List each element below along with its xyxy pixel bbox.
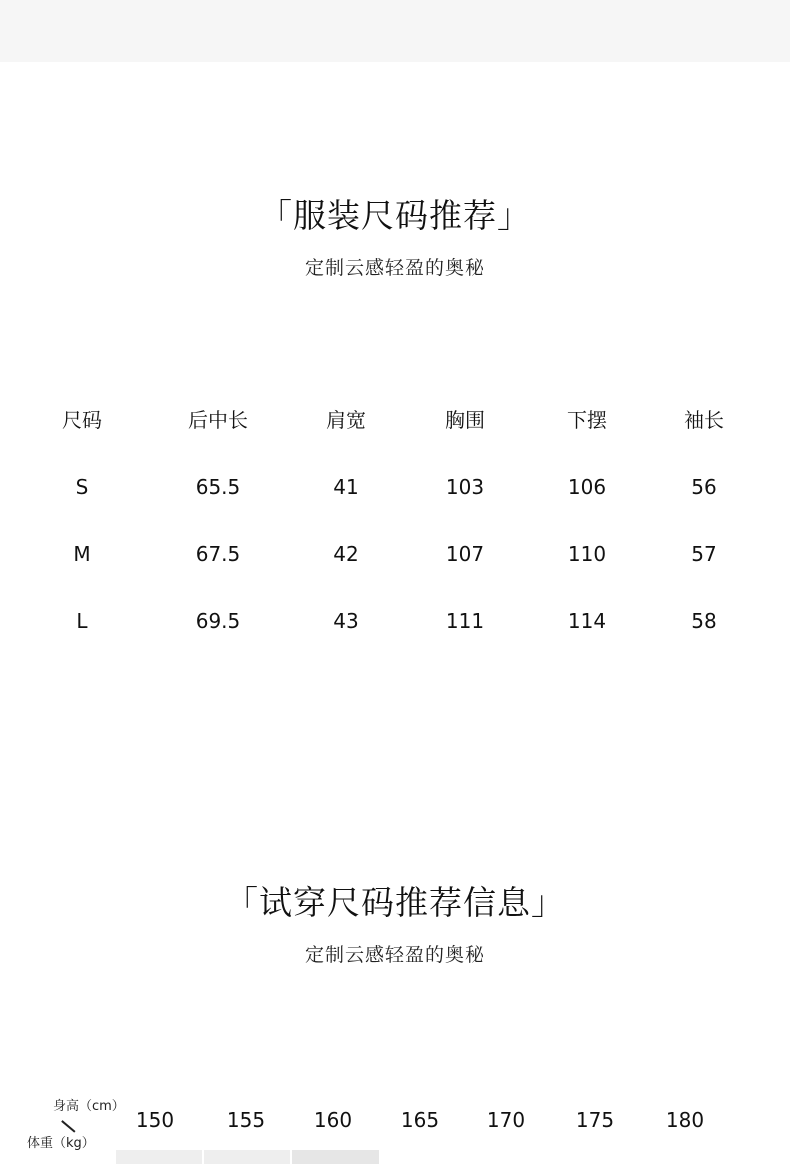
table-cell: 41 [333, 475, 359, 499]
height-column-header: 155 [226, 1108, 266, 1132]
table-row [0, 601, 790, 668]
height-axis-label: 身高（cm） [53, 1099, 125, 1114]
column-header-size: 尺码 [62, 408, 102, 432]
weight-axis-label: 体重（kg） [27, 1136, 95, 1151]
table-row [0, 534, 790, 601]
height-column-header: 180 [665, 1108, 705, 1132]
fit-cell-shade [292, 1150, 379, 1164]
column-header-back-length: 后中长 [188, 408, 248, 432]
column-header-chest: 胸围 [445, 408, 485, 432]
table-cell: 58 [691, 609, 717, 633]
table-cell: 42 [333, 542, 359, 566]
table-cell: L [76, 609, 88, 633]
table-cell: 56 [691, 475, 717, 499]
fit-section-subtitle: 定制云感轻盈的奥秘 [304, 944, 485, 966]
corner-divider [62, 1120, 76, 1132]
height-column-header: 160 [313, 1108, 353, 1132]
table-cell: 103 [445, 475, 485, 499]
table-cell: 106 [567, 475, 607, 499]
table-cell: 43 [333, 609, 359, 633]
fit-cell-shade [204, 1150, 290, 1164]
column-header-sleeve: 袖长 [684, 408, 724, 432]
table-cell: 65.5 [195, 475, 241, 499]
table-row [0, 467, 790, 534]
top-band [0, 0, 790, 62]
height-column-header: 175 [575, 1108, 615, 1132]
table-cell: 69.5 [195, 609, 241, 633]
height-column-header: 170 [486, 1108, 526, 1132]
column-header-hem: 下摆 [567, 408, 607, 432]
table-cell: 57 [691, 542, 717, 566]
fit-table-header [0, 1090, 790, 1150]
table-cell: S [75, 475, 89, 499]
table-cell: 111 [445, 609, 485, 633]
table-cell: 110 [567, 542, 607, 566]
size-table [0, 400, 790, 668]
fit-cell-shade [116, 1150, 202, 1164]
size-section-subtitle: 定制云感轻盈的奥秘 [304, 257, 485, 279]
size-table-header-row [0, 400, 790, 467]
table-cell: 107 [445, 542, 485, 566]
height-column-header: 150 [135, 1108, 175, 1132]
height-column-header: 165 [400, 1108, 440, 1132]
fit-section-title: 「试穿尺码推荐信息」 [225, 883, 565, 922]
table-cell: M [73, 542, 91, 566]
table-cell: 114 [567, 609, 607, 633]
size-section-title: 「服装尺码推荐」 [259, 196, 531, 235]
table-cell: 67.5 [195, 542, 241, 566]
column-header-shoulder: 肩宽 [326, 408, 366, 432]
